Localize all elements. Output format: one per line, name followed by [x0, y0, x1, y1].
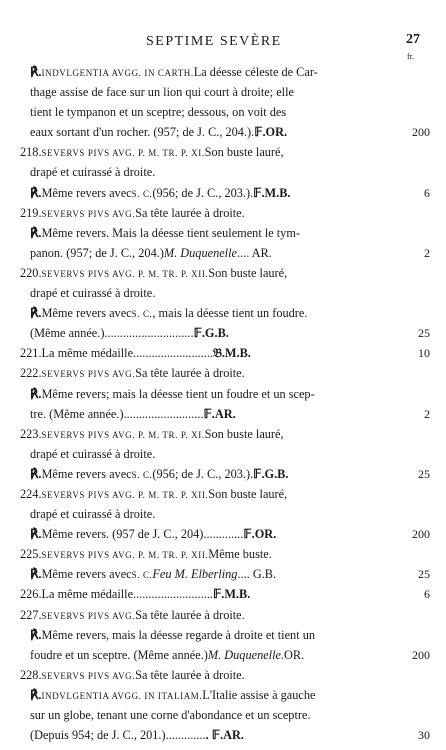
- legend-text: SEVERVS PIVS AVG.: [41, 369, 136, 380]
- catalogue-entry: [0, 464, 446, 484]
- metal-mark: ℟.: [30, 567, 42, 582]
- legend-text: S. C.: [131, 309, 153, 320]
- price-value: 10: [418, 346, 430, 361]
- catalogue-entries: [0, 62, 446, 745]
- entry-text: 218.: [20, 145, 42, 160]
- entry-text: panon. (957; de J. C., 204.): [30, 245, 164, 260]
- entry-line: [0, 665, 446, 685]
- legend-text: INDVLGENTIA AVGG. IN CARTH.: [41, 68, 194, 78]
- entry-line: [0, 243, 446, 263]
- entry-line: [0, 424, 446, 444]
- metal-mark: 𝔽.M.B.: [253, 185, 291, 200]
- page-title: SEPTIME SEVÈRE: [146, 34, 282, 49]
- entry-text: Sa tête laurée à droite.: [135, 667, 245, 682]
- legend-text: SEVERVS PIVS AVG. P. M. TR. P. XI.: [41, 429, 205, 440]
- entry-line: [0, 102, 446, 122]
- catalogue-entry: [0, 223, 446, 263]
- entry-line: [0, 142, 446, 162]
- entry-text: Son buste lauré,: [204, 426, 284, 441]
- entry-line: [0, 444, 446, 464]
- entry-line: [0, 524, 446, 544]
- catalogue-entry: [0, 564, 446, 584]
- entry-text: drapé et cuirassé à droite.: [30, 446, 156, 461]
- entry-line: [0, 62, 446, 82]
- catalogue-entry: [0, 263, 446, 303]
- entry-line: [0, 705, 446, 725]
- entry-line: [0, 645, 446, 665]
- price-value: 6: [424, 185, 430, 200]
- legend-text: SEVERVS PIVS AVG.: [41, 610, 136, 621]
- price-value: 25: [418, 466, 430, 481]
- entry-line: [0, 122, 446, 142]
- entry-text: (Même année.).............................: [30, 326, 194, 341]
- entry-text: Même revers avec: [41, 567, 132, 582]
- entry-line: [0, 283, 446, 303]
- legend-text: SEVERVS PIVS AVG. P. M. TR. P. XII.: [41, 489, 209, 500]
- metal-mark: . 𝔽.AR.: [205, 728, 244, 743]
- collection-name: M. Duquenelle: [163, 245, 237, 260]
- entry-text: .... AR.: [236, 245, 272, 260]
- metal-mark: ℟.: [30, 687, 42, 702]
- entry-text: drapé et cuirassé à droite.: [30, 286, 156, 301]
- metal-mark: 𝔽.M.B.: [212, 587, 251, 602]
- entry-text: 225.: [20, 547, 42, 562]
- entry-line: [0, 223, 446, 243]
- legend-text: SEVERVS PIVS AVG. P. M. TR. P. XII.: [41, 268, 209, 279]
- price-value: 25: [418, 326, 430, 341]
- metal-mark: 𝔽.G.B.: [193, 326, 229, 341]
- catalogue-entry: [0, 343, 446, 363]
- price-value: 200: [412, 647, 430, 662]
- entry-text: Même revers. Mais la déesse tient seulement le tym-: [41, 225, 300, 240]
- metal-mark: 𝔅.M.B.: [212, 346, 251, 361]
- catalogue-entry: [0, 62, 446, 142]
- entry-text: Son buste lauré,: [204, 145, 284, 160]
- entry-text: 227.: [20, 607, 42, 622]
- entry-text: foudre et un sceptre. (Même année.): [30, 647, 208, 662]
- catalogue-entry: [0, 625, 446, 665]
- legend-text: S. C.: [131, 570, 153, 581]
- entry-text: Même revers. (957 de J. C., 204).............: [41, 527, 244, 542]
- entry-text: 219.: [20, 205, 42, 220]
- legend-text: S. C.: [131, 469, 153, 480]
- entry-text: tre. (Même année.)..........................: [30, 406, 204, 421]
- entry-text: Même revers; mais la déesse tient un foudre et un scep-: [41, 386, 315, 401]
- entry-line: [0, 343, 446, 363]
- entry-line: [0, 82, 446, 102]
- entry-text: tient le tympanon et un sceptre; dessous, on voit des: [30, 105, 287, 120]
- entry-line: [0, 544, 446, 564]
- entry-text: Son buste lauré,: [208, 265, 288, 280]
- catalogue-entry: [0, 584, 446, 604]
- metal-mark: 𝔽.G.B.: [253, 466, 289, 481]
- metal-mark: ℟.: [30, 65, 42, 79]
- price-value: 30: [418, 728, 430, 743]
- entry-line: [0, 484, 446, 504]
- catalogue-entry: [0, 484, 446, 524]
- entry-text: Même revers avec: [41, 185, 132, 200]
- page-header: [0, 32, 446, 61]
- entry-text: Même revers avec: [41, 306, 132, 321]
- entry-text: 221.: [20, 346, 42, 361]
- catalogue-entry: [0, 203, 446, 223]
- collection-name: Feu M. Elberling: [152, 567, 238, 582]
- entry-text: sur un globe, tenant une corne d'abondance et un sceptre.: [30, 708, 311, 722]
- entry-line: [0, 725, 446, 745]
- entry-text: Sa tête laurée à droite.: [135, 205, 245, 220]
- page-number: 27: [406, 32, 420, 47]
- entry-text: (Depuis 954; de J. C., 201.).............: [30, 728, 206, 743]
- entry-line: [0, 625, 446, 645]
- catalogue-entry: [0, 384, 446, 424]
- price-value: 2: [424, 245, 430, 260]
- catalogue-entry: [0, 665, 446, 685]
- entry-text: Sa tête laurée à droite.: [135, 366, 245, 381]
- entry-line: [0, 263, 446, 283]
- entry-text: Même revers, mais la déesse regarde à droite et tient un: [41, 627, 315, 642]
- metal-mark: ℟.: [30, 627, 42, 642]
- entry-text: La même médaille..........................: [41, 346, 213, 361]
- metal-mark: ℟.: [30, 306, 42, 321]
- entry-text: L'Italie assise à gauche: [202, 687, 316, 702]
- entry-text: 220.: [20, 265, 42, 280]
- entry-text: .... G.B.: [237, 567, 277, 582]
- price-value: 200: [412, 125, 430, 140]
- entry-text: drapé et cuirassé à droite.: [30, 507, 156, 522]
- catalogue-entry: [0, 605, 446, 625]
- entry-text: Son buste lauré,: [208, 486, 288, 501]
- metal-mark: 𝔽.OR.: [254, 125, 288, 140]
- metal-mark: ℟.: [30, 466, 42, 481]
- legend-text: INDVLGENTIA AVGG. IN ITALIAM.: [41, 690, 203, 701]
- entry-text: 224.: [20, 486, 42, 501]
- entry-text: 226.: [20, 587, 42, 602]
- entry-line: [0, 605, 446, 625]
- entry-line: [0, 584, 446, 604]
- entry-text: Sa tête laurée à droite.: [135, 607, 245, 622]
- entry-line: [0, 504, 446, 524]
- entry-line: [0, 323, 446, 343]
- entry-line: [0, 685, 446, 705]
- legend-text: SEVERVS PIVS AVG.: [41, 670, 136, 681]
- catalogue-entry: [0, 142, 446, 182]
- entry-text: drapé et cuirassé à droite.: [30, 165, 156, 180]
- entry-line: [0, 464, 446, 484]
- catalogue-entry: [0, 183, 446, 203]
- entry-text: 228.: [20, 667, 42, 682]
- legend-text: SEVERVS PIVS AVG. P. M. TR. P. XII.: [41, 550, 209, 561]
- entry-line: [0, 363, 446, 383]
- catalogue-entry: [0, 303, 446, 343]
- entry-line: [0, 404, 446, 424]
- entry-text: (956; de J. C., 203.).: [152, 466, 254, 481]
- catalogue-entry: [0, 685, 446, 745]
- entry-line: [0, 162, 446, 182]
- price-value: 2: [424, 406, 430, 421]
- collection-name: M. Duquenelle.: [207, 647, 285, 662]
- entry-text: 223.: [20, 426, 42, 441]
- entry-line: [0, 203, 446, 223]
- entry-line: [0, 183, 446, 203]
- entry-line: [0, 303, 446, 323]
- entry-text: (956; de J. C., 203.).: [152, 185, 254, 200]
- price-unit: fr.: [407, 52, 414, 61]
- legend-text: S. C.: [131, 188, 153, 199]
- catalogue-entry: [0, 524, 446, 544]
- metal-mark: ℟.: [30, 527, 42, 542]
- entry-text: OR.: [284, 647, 305, 662]
- price-value: 6: [424, 587, 430, 602]
- legend-text: SEVERVS PIVS AVG. P. M. TR. P. XI.: [41, 148, 205, 159]
- entry-line: [0, 384, 446, 404]
- entry-line: [0, 564, 446, 584]
- price-value: 200: [412, 527, 430, 542]
- entry-text: Même revers avec: [41, 466, 132, 481]
- metal-mark: ℟.: [30, 185, 42, 200]
- legend-text: SEVERVS PIVS AVG.: [41, 208, 136, 219]
- entry-text: Même buste.: [208, 547, 272, 562]
- metal-mark: 𝔽.AR.: [203, 406, 236, 421]
- entry-text: , mais la déesse tient un foudre.: [152, 306, 308, 321]
- catalogue-entry: [0, 363, 446, 383]
- metal-mark: ℟.: [30, 225, 42, 240]
- entry-text: La déesse céleste de Car-: [193, 65, 318, 79]
- metal-mark: ℟.: [30, 386, 42, 401]
- catalogue-entry: [0, 544, 446, 564]
- entry-text: thage assise de face sur un lion qui court à droite; elle: [30, 85, 294, 100]
- metal-mark: 𝔽.OR.: [243, 527, 277, 542]
- price-value: 25: [418, 567, 430, 582]
- catalogue-entry: [0, 424, 446, 464]
- entry-text: eaux sortant d'un rocher. (957; de J. C., 204.).: [30, 125, 255, 140]
- entry-text: 222.: [20, 366, 42, 381]
- entry-text: La même médaille..........................: [41, 587, 213, 602]
